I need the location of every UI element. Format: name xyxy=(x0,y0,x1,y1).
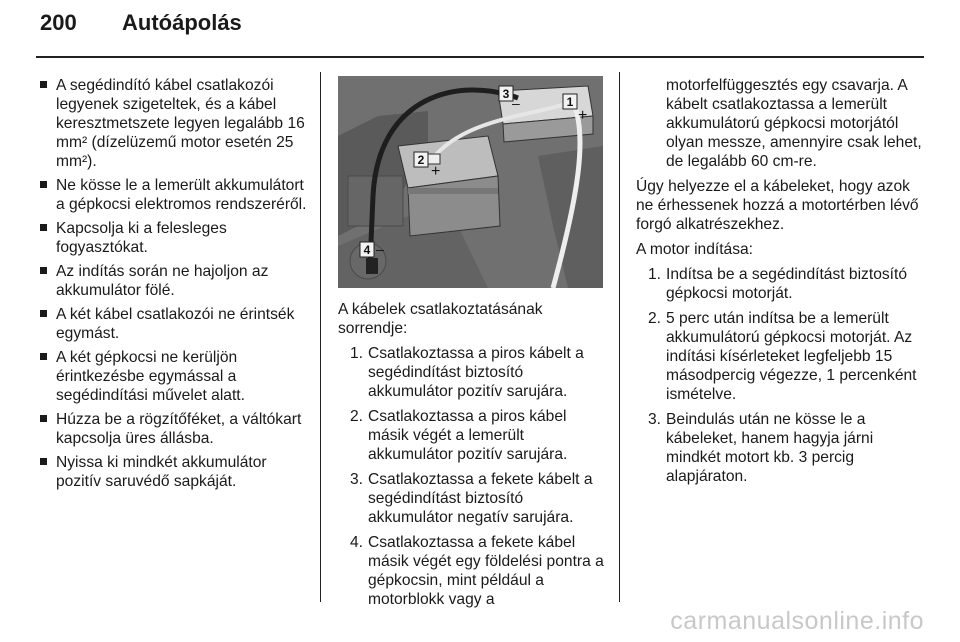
callout-3 xyxy=(499,86,513,101)
bullet-item: Az indítás során ne hajoljon az akkumulátor fölé. xyxy=(40,262,310,300)
bullet-icon xyxy=(40,458,47,465)
svg-text:1: 1 xyxy=(566,95,574,109)
callout-4 xyxy=(360,242,374,257)
minus-icon: – xyxy=(376,241,384,257)
precaution-list xyxy=(40,76,310,491)
engine-start-steps xyxy=(636,265,926,486)
jump-start-illustration xyxy=(338,76,603,288)
header-rule xyxy=(36,56,924,58)
column-divider-right xyxy=(619,72,620,602)
page-number: 200 xyxy=(40,10,77,35)
connection-order-intro: A kábelek csatlakoztatásának sorrendje: xyxy=(338,301,543,337)
bullet-item: Húzza be a rögzítőféket, a váltókart kapcsolja üres állásba. xyxy=(40,410,310,448)
column-divider-left xyxy=(320,72,321,602)
bullet-item: Nyissa ki mindkét akkumulátor pozitív saruvédő sapkáját. xyxy=(40,453,310,491)
bullet-item: A két gépkocsi ne kerüljön érintkezésbe egymással a segédindítási művelet alatt. xyxy=(40,348,310,405)
svg-text:3: 3 xyxy=(502,87,510,101)
plus-icon: + xyxy=(578,107,588,124)
svg-text:2: 2 xyxy=(417,153,425,167)
bullet-icon xyxy=(40,181,47,188)
svg-text:4: 4 xyxy=(363,243,371,257)
bullet-icon xyxy=(40,267,47,274)
engine-start-heading: A motor indítása: xyxy=(636,241,754,258)
list-item: 1. Csatlakoztassa a piros kábelt a segédindítást biztosító akkumulátor pozitív sarujára. xyxy=(350,345,584,400)
minus-icon: – xyxy=(512,95,520,111)
bullet-icon xyxy=(40,224,47,231)
bullet-icon xyxy=(40,310,47,317)
right-column xyxy=(636,76,926,492)
callout-1 xyxy=(563,94,577,109)
engine-bay-drawing xyxy=(338,76,603,288)
watermark: carmanualsonline.info xyxy=(670,607,924,635)
bullet-icon xyxy=(40,415,47,422)
step-continuation: motorfelfüggesztés egy csavarja. A kábelt csatlakoztassa a lemerült akkumulátorú gépkocsi motorjától olyan messze, amennyire csak lehet, de legalább 60 cm-re. xyxy=(666,77,922,170)
list-item: 2. 5 perc után indítsa be a lemerült akkumulátorú gépkocsi motorját. Az indítási kísérleteket legfeljebb 15 másodpercig végezze, 1 percenként ismételve. xyxy=(648,310,917,403)
list-item: 3. Beindulás után ne kösse le a kábeleket, hanem hagyja járni mindkét motort kb. 3 percig alapjáraton. xyxy=(648,411,874,485)
list-item: 2. Csatlakoztassa a piros kábel másik végét a lemerült akkumulátor pozitív sarujára. xyxy=(350,408,568,463)
bullet-item: Kapcsolja ki a felesleges fogyasztókat. xyxy=(40,219,310,257)
bullet-icon xyxy=(40,353,47,360)
list-item: 1. Indítsa be a segédindítást biztosító gépkocsi motorját. xyxy=(648,266,907,302)
plus-icon: + xyxy=(431,163,441,180)
left-column xyxy=(40,76,310,496)
connection-steps xyxy=(338,344,608,609)
list-item: 3. Csatlakoztassa a fekete kábelt a segédindítást biztosító akkumulátor negatív sarujára. xyxy=(350,471,593,526)
cable-placement-paragraph: Úgy helyezze el a kábeleket, hogy azok ne érhessenek hozzá a motortérben lévő forgó alkatrészekhez. xyxy=(636,178,919,233)
bullet-item: A segédindító kábel csatlakozói legyenek szigeteltek, és a kábel keresztmetszete legyen legalább 16 mm² (dízelüzemű motor esetén 25 mm²). xyxy=(40,76,310,171)
middle-column xyxy=(338,300,608,615)
bullet-icon xyxy=(40,81,47,88)
list-item: 4. Csatlakoztassa a fekete kábel másik végét egy földelési pontra a gépkocsin, mint például a motorblokk vagy a xyxy=(350,534,604,608)
bullet-item: Ne kösse le a lemerült akkumulátort a gépkocsi elektromos rendszeréről. xyxy=(40,176,310,214)
page-title: Autóápolás xyxy=(122,10,242,35)
callout-2 xyxy=(414,152,428,167)
page-header xyxy=(40,10,242,36)
bullet-item: A két kábel csatlakozói ne érintsék egymást. xyxy=(40,305,310,343)
